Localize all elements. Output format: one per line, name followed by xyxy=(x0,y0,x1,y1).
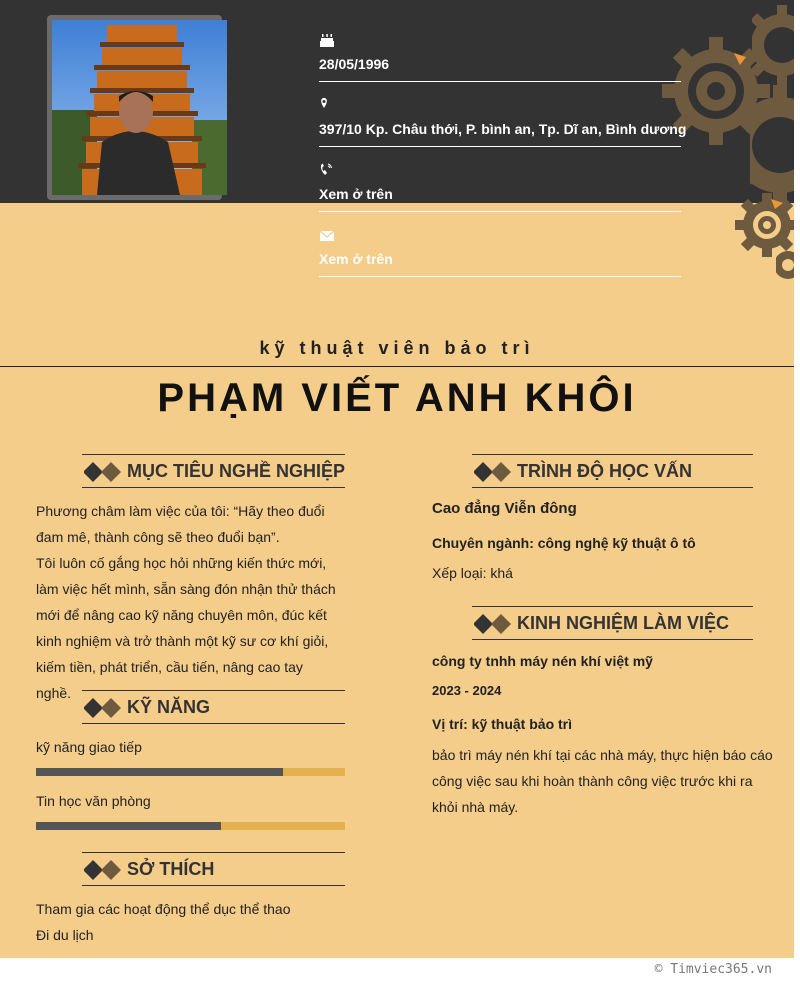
phone-text: Xem ở trên xyxy=(319,186,393,202)
birthday-cake-icon xyxy=(319,32,335,48)
education-heading xyxy=(472,454,753,488)
contact-birthday xyxy=(319,32,681,82)
email-text: Xem ở trên xyxy=(319,251,393,267)
experience-heading xyxy=(472,606,753,640)
education-school: Cao đẳng Viễn đông xyxy=(432,500,577,517)
objective-heading xyxy=(82,454,345,488)
phone-icon xyxy=(319,162,335,178)
title-divider xyxy=(0,366,794,367)
skill-name: kỹ năng giao tiếp xyxy=(36,739,142,755)
hobby-item: Đi du lịch xyxy=(36,927,94,943)
gear-decoration-top xyxy=(752,0,794,90)
map-pin-icon xyxy=(319,97,335,113)
skills-heading-text: KỸ NĂNG xyxy=(127,697,211,717)
watermark-text: © Timviec365.vn xyxy=(654,962,772,977)
avatar-frame xyxy=(47,15,222,200)
experience-period: 2023 - 2024 xyxy=(432,683,502,698)
contact-address xyxy=(319,97,687,147)
contact-phone xyxy=(319,162,681,212)
hobbies-heading xyxy=(82,852,345,886)
skill-level-bar xyxy=(36,768,345,776)
skills-heading xyxy=(82,690,345,724)
gear-decoration-corner xyxy=(776,245,794,285)
objective-heading-text: MỤC TIÊU NGHỀ NGHIỆP xyxy=(127,461,346,481)
skill-level-fill xyxy=(36,822,221,830)
experience-heading-text: KINH NGHIỆM LÀM VIỆC xyxy=(517,613,730,633)
gear-decoration-right xyxy=(750,80,794,210)
objective-paragraph-1: Phương châm làm việc của tôi: “Hãy theo đuổi đam mê, thành công sẽ theo đuổi bạn”. xyxy=(36,503,325,545)
birthday-text: 28/05/1996 xyxy=(319,56,390,72)
hobby-item: Tham gia các hoạt động thể dục thể thao xyxy=(36,901,291,917)
experience-position: Vị trí: kỹ thuật bảo trì xyxy=(432,716,573,732)
diamond-bullet-icon xyxy=(84,860,124,880)
diamond-bullet-icon xyxy=(84,462,124,482)
job-title: kỹ thuật viên bảo trì xyxy=(259,338,535,358)
skill-level-bar xyxy=(36,822,345,830)
hobbies-heading-text: SỞ THÍCH xyxy=(127,859,215,879)
contact-email xyxy=(319,227,681,277)
full-name: PHẠM VIẾT ANH KHÔI xyxy=(157,376,637,420)
education-heading-text: TRÌNH ĐỘ HỌC VẤN xyxy=(517,461,692,481)
diamond-bullet-icon xyxy=(474,462,514,482)
skill-name: Tin học văn phòng xyxy=(36,793,151,809)
experience-description: bảo trì máy nén khí tại các nhà máy, thực hiện báo cáo công việc sau khi hoàn thành công việc trước khi ra khỏi nhà máy. xyxy=(432,747,773,815)
experience-company: công ty tnhh máy nén khí việt mỹ xyxy=(432,653,653,669)
avatar-photo xyxy=(52,20,227,195)
diamond-bullet-icon xyxy=(84,698,124,718)
education-grade: Xếp loại: khá xyxy=(432,565,513,581)
diamond-bullet-icon xyxy=(474,614,514,634)
address-text: 397/10 Kp. Châu thới, P. bình an, Tp. Dĩ an, Bình dương xyxy=(319,121,687,137)
education-major: Chuyên ngành: công nghệ kỹ thuật ô tô xyxy=(432,535,696,551)
skill-level-fill xyxy=(36,768,283,776)
envelope-icon xyxy=(319,227,335,243)
objective-paragraph-2: Tôi luôn cố gắng học hỏi những kiến thức mới, làm việc hết mình, sẵn sàng đón nhận thử thách mới để nâng cao kỹ năng chuyên môn, đúc kết kinh nghiệm và trở thành một kỹ sư cơ khí giỏi, kiếm tiền, phát triển, cầu tiến, nâng cao tay nghề. xyxy=(36,555,336,701)
footer xyxy=(0,958,800,984)
